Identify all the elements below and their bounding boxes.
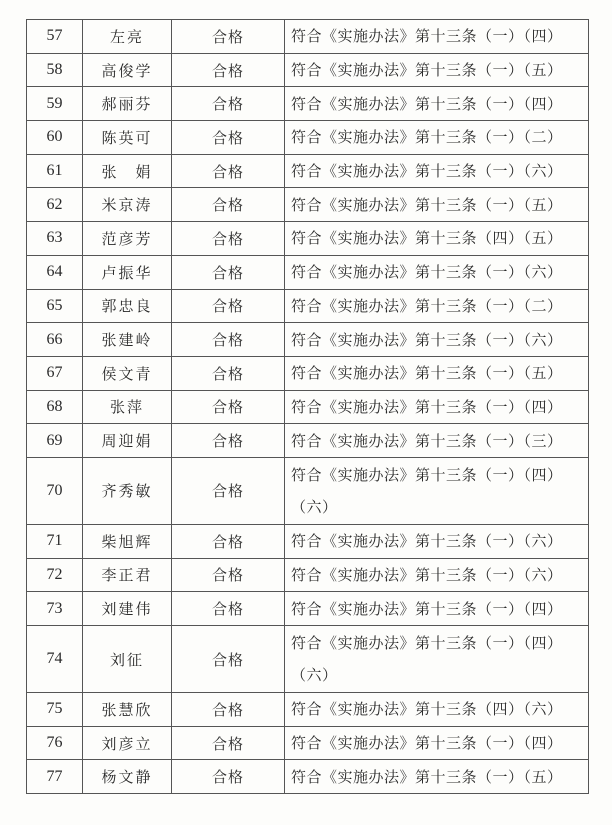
row-number: 58 [27,53,83,87]
person-name: 左亮 [83,20,172,54]
row-number: 63 [27,222,83,256]
table-row [27,558,589,592]
row-number: 61 [27,154,83,188]
result: 合格 [172,390,285,424]
person-name: 周迎娟 [83,424,172,458]
basis: 符合《实施办法》第十三条（一）（六） [285,524,589,558]
table-row [27,693,589,727]
basis: 符合《实施办法》第十三条（四）（六） [285,693,589,727]
result: 合格 [172,424,285,458]
table-row [27,524,589,558]
table-row [27,626,589,693]
row-number: 74 [27,626,83,693]
row-number: 69 [27,424,83,458]
person-name: 张萍 [83,390,172,424]
table-row [27,457,589,524]
result: 合格 [172,558,285,592]
result: 合格 [172,356,285,390]
result: 合格 [172,255,285,289]
basis: 符合《实施办法》第十三条（一）（二） [285,121,589,155]
table-row [27,390,589,424]
basis: 符合《实施办法》第十三条（四）（五） [285,222,589,256]
row-number: 70 [27,457,83,524]
result: 合格 [172,760,285,794]
person-name: 米京涛 [83,188,172,222]
basis: 符合《实施办法》第十三条（一）（五） [285,356,589,390]
table-row [27,356,589,390]
table-row [27,726,589,760]
table-row [27,20,589,54]
basis: 符合《实施办法》第十三条（一）（二） [285,289,589,323]
row-number: 60 [27,121,83,155]
person-name: 张建岭 [83,323,172,357]
person-name: 刘征 [83,626,172,693]
table-row [27,592,589,626]
basis: 符合《实施办法》第十三条（一）（六） [285,323,589,357]
basis: 符合《实施办法》第十三条（一）（四）（六） [285,457,589,524]
result: 合格 [172,457,285,524]
row-number: 73 [27,592,83,626]
table-row [27,121,589,155]
row-number: 59 [27,87,83,121]
row-number: 77 [27,760,83,794]
row-number: 72 [27,558,83,592]
person-name: 侯文青 [83,356,172,390]
row-number: 71 [27,524,83,558]
basis: 符合《实施办法》第十三条（一）（五） [285,760,589,794]
result: 合格 [172,87,285,121]
result: 合格 [172,222,285,256]
person-name: 郭忠良 [83,289,172,323]
result: 合格 [172,592,285,626]
row-number: 67 [27,356,83,390]
result: 合格 [172,20,285,54]
basis: 符合《实施办法》第十三条（一）（六） [285,154,589,188]
person-name: 杨文静 [83,760,172,794]
table-row [27,424,589,458]
person-name: 高俊学 [83,53,172,87]
basis: 符合《实施办法》第十三条（一）（四） [285,87,589,121]
result: 合格 [172,323,285,357]
result: 合格 [172,53,285,87]
person-name: 刘建伟 [83,592,172,626]
person-name: 陈英可 [83,121,172,155]
row-number: 68 [27,390,83,424]
result: 合格 [172,289,285,323]
basis: 符合《实施办法》第十三条（一）（六） [285,558,589,592]
row-number: 66 [27,323,83,357]
person-name: 刘彦立 [83,726,172,760]
table-row [27,53,589,87]
row-number: 64 [27,255,83,289]
person-name: 卢振华 [83,255,172,289]
qualification-table [26,19,589,794]
person-name: 张慧欣 [83,693,172,727]
result: 合格 [172,726,285,760]
row-number: 65 [27,289,83,323]
row-number: 75 [27,693,83,727]
table-row [27,87,589,121]
basis: 符合《实施办法》第十三条（一）（四） [285,726,589,760]
result: 合格 [172,188,285,222]
table-row [27,255,589,289]
table-row [27,760,589,794]
basis: 符合《实施办法》第十三条（一）（三） [285,424,589,458]
result: 合格 [172,693,285,727]
table-row [27,222,589,256]
row-number: 76 [27,726,83,760]
table-row [27,289,589,323]
person-name: 齐秀敏 [83,457,172,524]
row-number: 62 [27,188,83,222]
basis: 符合《实施办法》第十三条（一）（四）（六） [285,626,589,693]
basis: 符合《实施办法》第十三条（一）（四） [285,20,589,54]
result: 合格 [172,154,285,188]
person-name: 郝丽芬 [83,87,172,121]
person-name: 柴旭辉 [83,524,172,558]
result: 合格 [172,121,285,155]
row-number: 57 [27,20,83,54]
basis: 符合《实施办法》第十三条（一）（五） [285,53,589,87]
person-name: 张 娟 [83,154,172,188]
basis: 符合《实施办法》第十三条（一）（五） [285,188,589,222]
basis: 符合《实施办法》第十三条（一）（六） [285,255,589,289]
basis: 符合《实施办法》第十三条（一）（四） [285,592,589,626]
basis: 符合《实施办法》第十三条（一）（四） [285,390,589,424]
table-row [27,188,589,222]
table-row [27,154,589,188]
table-row [27,323,589,357]
person-name: 李正君 [83,558,172,592]
result: 合格 [172,626,285,693]
person-name: 范彦芳 [83,222,172,256]
result: 合格 [172,524,285,558]
